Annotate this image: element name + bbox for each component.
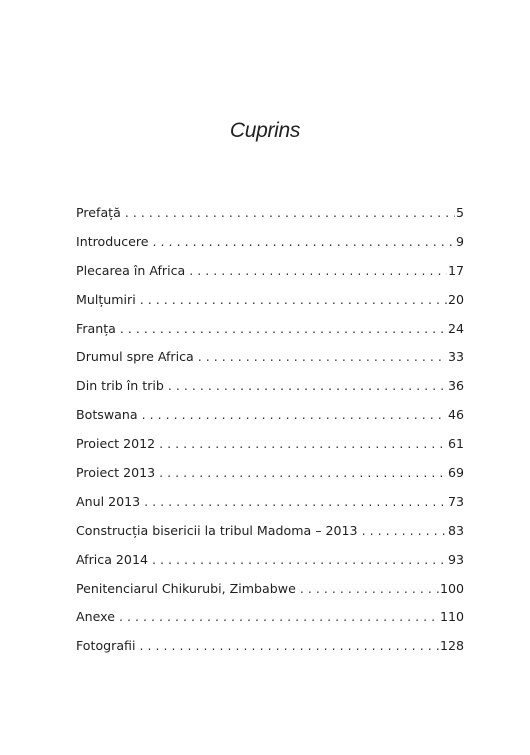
toc-entry xyxy=(76,290,464,319)
dot-leader xyxy=(198,347,447,367)
toc-entry-label: Anexe xyxy=(76,609,115,625)
toc-entry xyxy=(76,203,464,232)
toc-entry xyxy=(76,521,464,550)
toc-entry-label: Proiect 2012 xyxy=(76,436,156,452)
toc-entry-label: Penitenciarul Chikurubi, Zimbabwe xyxy=(76,580,296,596)
toc-entry-page: 100 xyxy=(439,580,464,596)
toc-entry xyxy=(76,376,464,405)
toc-entry xyxy=(76,347,464,376)
page-title: Cuprins xyxy=(229,119,301,142)
toc-entry xyxy=(76,319,464,348)
toc-entry-page: 24 xyxy=(447,320,464,336)
toc-entry-label: Africa 2014 xyxy=(76,551,148,567)
toc-entry xyxy=(76,405,464,434)
toc-entry-label: Franța xyxy=(76,320,116,336)
toc-entry-label: Botswana xyxy=(76,407,138,423)
toc-entry-page: 128 xyxy=(439,638,464,654)
toc-entry-page: 20 xyxy=(447,291,464,307)
toc-entry xyxy=(76,434,464,463)
toc-entry xyxy=(76,636,464,665)
dot-leader xyxy=(140,290,447,310)
table-of-contents xyxy=(76,203,464,665)
toc-entry xyxy=(76,463,464,492)
dot-leader xyxy=(168,376,447,396)
toc-entry-page: 9 xyxy=(455,233,464,249)
toc-entry-label: Fotografii xyxy=(76,638,136,654)
toc-entry-page: 73 xyxy=(447,493,464,509)
toc-entry-label: Anul 2013 xyxy=(76,493,141,509)
dot-leader xyxy=(152,550,447,570)
toc-entry-page: 110 xyxy=(439,609,464,625)
dot-leader xyxy=(120,319,447,339)
toc-entry-page: 61 xyxy=(447,436,464,452)
toc-entry xyxy=(76,492,464,521)
toc-entry-label: Mulțumiri xyxy=(76,291,136,307)
toc-entry-label: Plecarea în Africa xyxy=(76,262,186,278)
dot-leader xyxy=(159,463,447,483)
toc-entry xyxy=(76,232,464,261)
toc-entry-page: 93 xyxy=(447,551,464,567)
toc-entry-page: 46 xyxy=(447,407,464,423)
toc-entry-page: 36 xyxy=(447,378,464,394)
toc-entry-label: Prefață xyxy=(76,205,121,220)
toc-entry-page: 83 xyxy=(447,522,464,538)
toc-entry-label: Proiect 2013 xyxy=(76,465,156,481)
toc-entry xyxy=(76,607,464,636)
dot-leader xyxy=(189,261,447,281)
dot-leader xyxy=(159,434,447,454)
toc-entry-page: 5 xyxy=(455,205,464,220)
dot-leader xyxy=(300,579,439,599)
dot-leader xyxy=(153,232,455,252)
dot-leader xyxy=(144,492,447,512)
toc-entry xyxy=(76,579,464,608)
dot-leader xyxy=(142,405,447,425)
toc-entry-page: 17 xyxy=(447,262,464,278)
toc-entry xyxy=(76,550,464,579)
dot-leader xyxy=(139,636,438,656)
toc-entry-label: Construcția bisericii la tribul Madoma – 2013 xyxy=(76,522,358,538)
toc-entry-label: Din trib în trib xyxy=(76,378,164,394)
toc-entry-page: 69 xyxy=(447,465,464,481)
toc-entry-page: 33 xyxy=(447,349,464,365)
toc-entry-label: Drumul spre Africa xyxy=(76,349,194,365)
dot-leader xyxy=(362,521,447,541)
dot-leader xyxy=(119,607,439,627)
toc-entry-label: Introducere xyxy=(76,233,149,249)
dot-leader xyxy=(125,203,455,223)
toc-entry xyxy=(76,261,464,290)
